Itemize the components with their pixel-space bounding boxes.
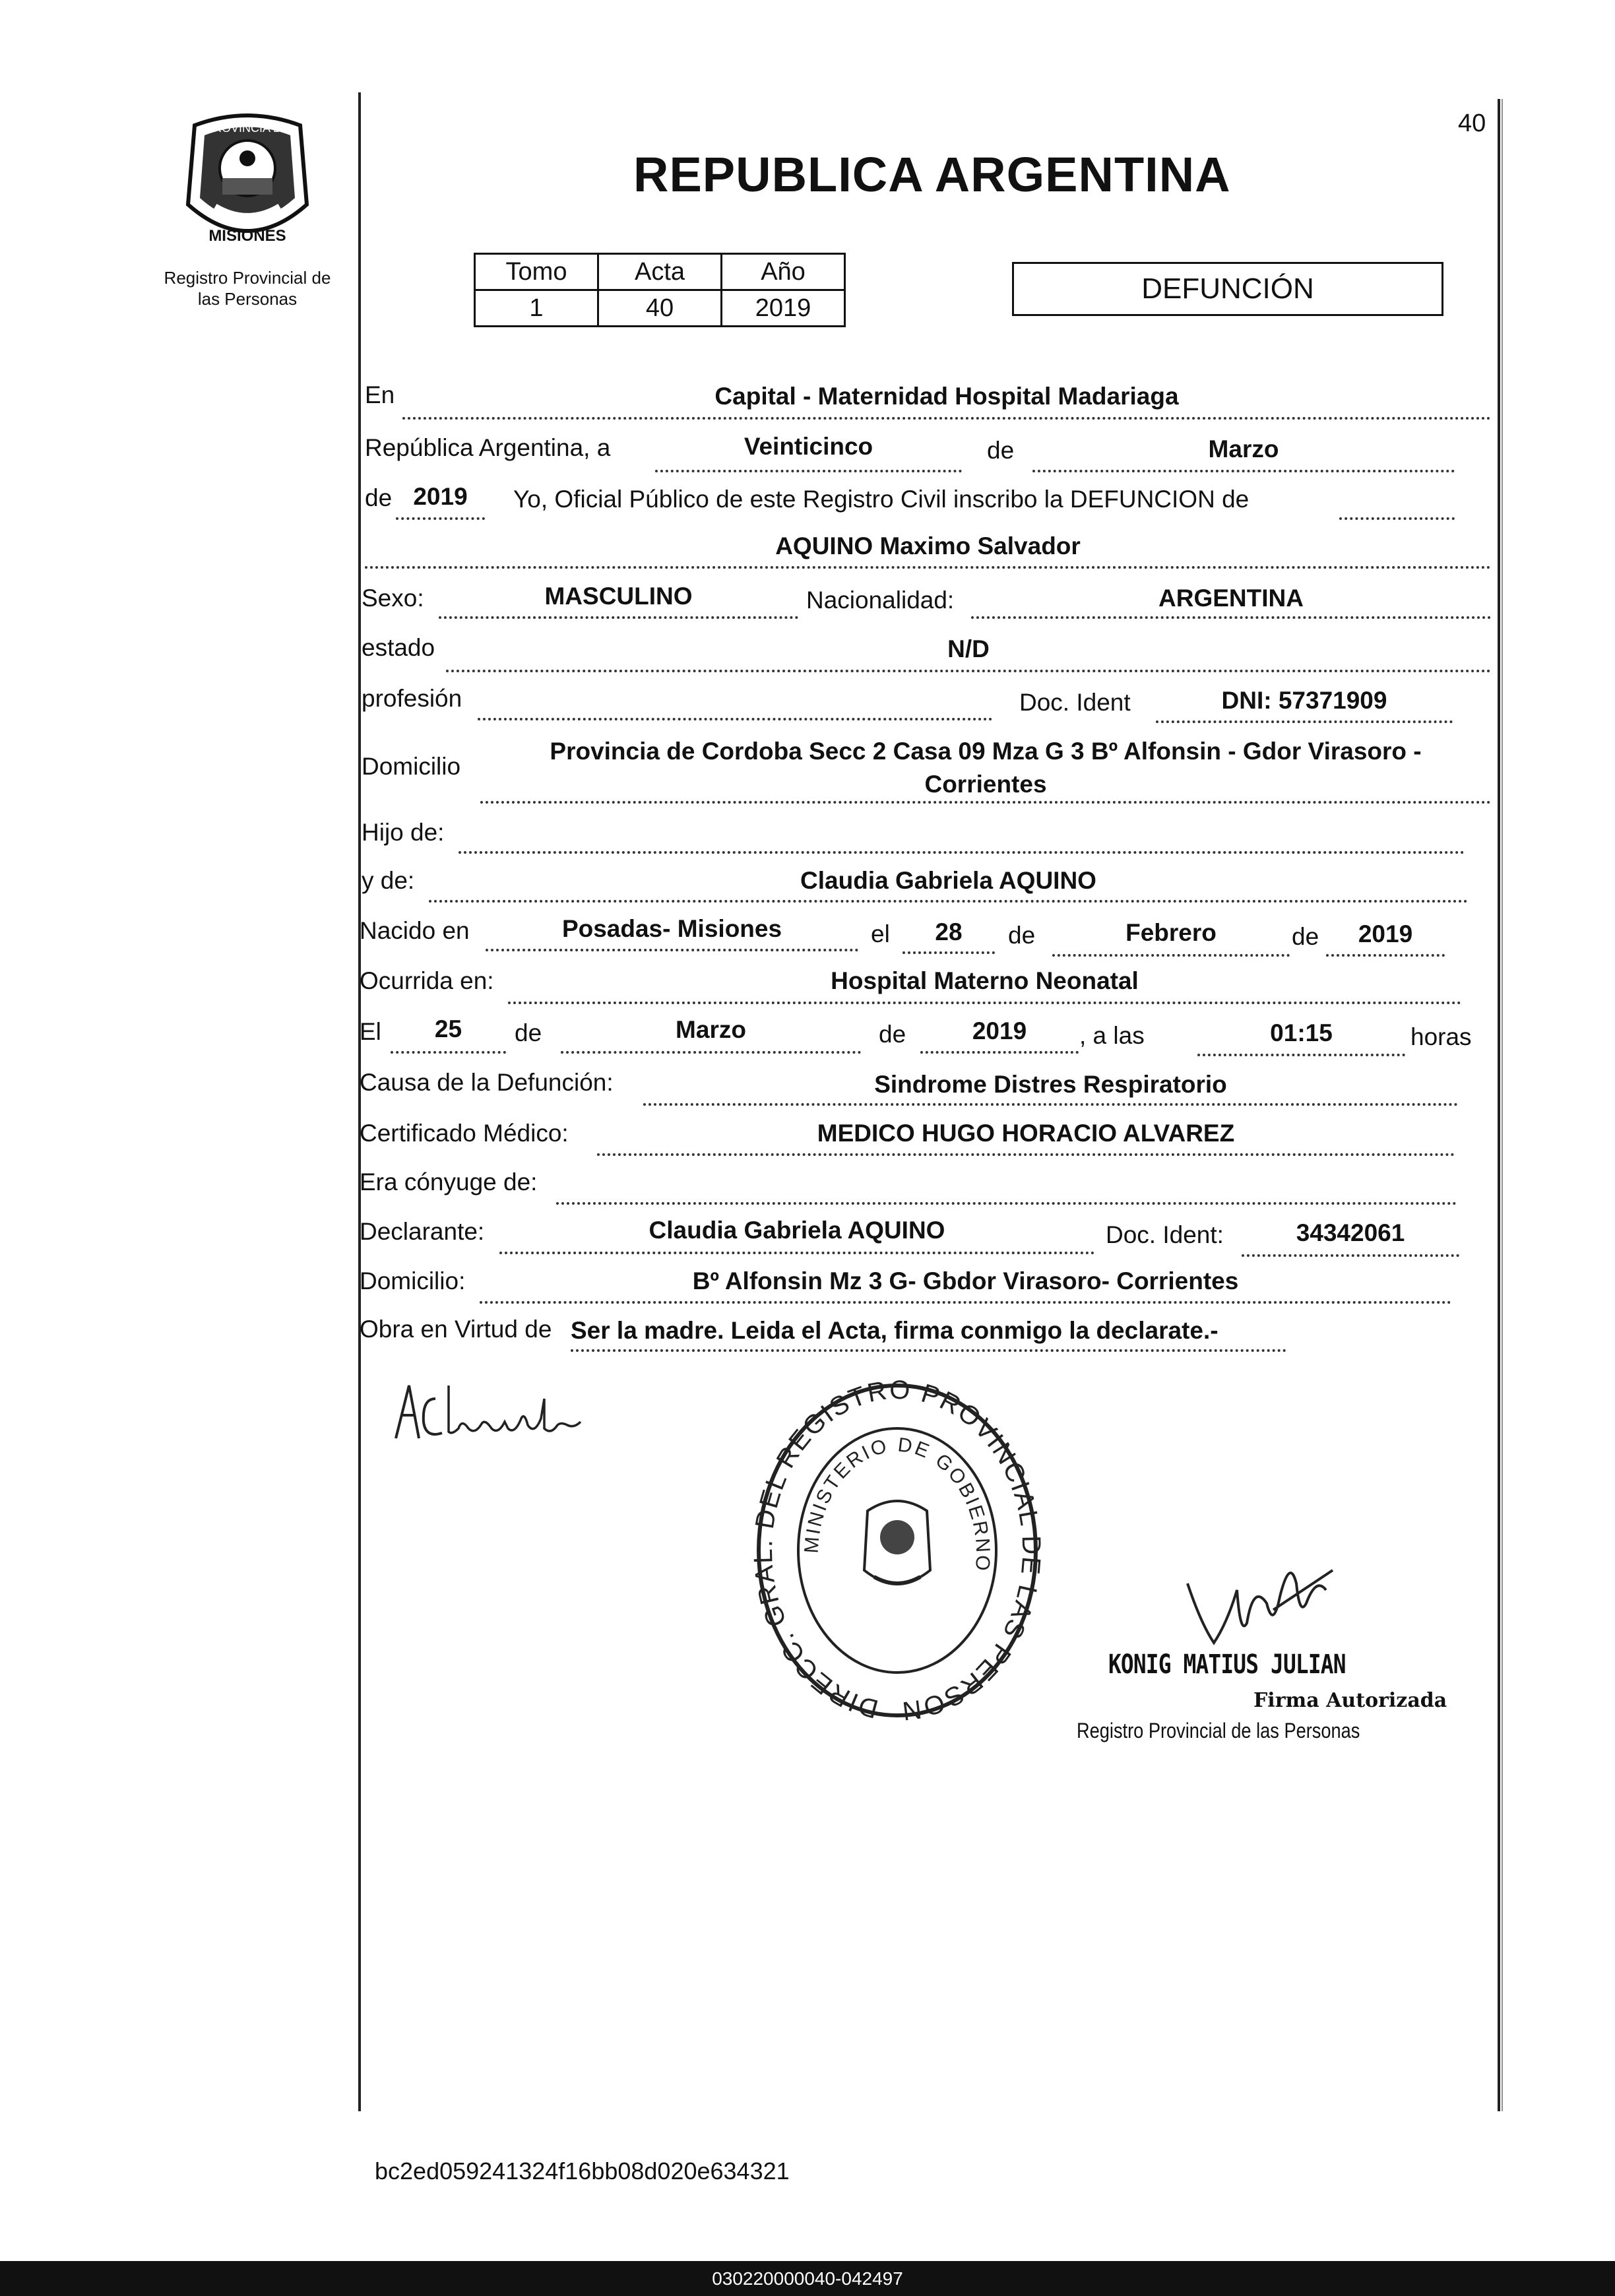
official-seal bbox=[752, 1379, 1042, 1735]
dia-underline bbox=[655, 470, 962, 472]
anio-underline bbox=[396, 517, 485, 520]
footer-code: 030220000040-042497 bbox=[712, 2268, 903, 2289]
estado-underline bbox=[446, 670, 1491, 672]
nacido-en-underline bbox=[486, 949, 858, 951]
document-title: REPUBLICA ARGENTINA bbox=[633, 147, 1231, 202]
def-anio: 2019 bbox=[972, 1017, 1027, 1044]
en-value: Capital - Maternidad Hospital Madariaga bbox=[714, 383, 1179, 410]
causa-label: Causa de la Defunción: bbox=[360, 1069, 614, 1096]
domicilio2-value: Bº Alfonsin Mz 3 G- Gbdor Virasoro- Corrientes bbox=[692, 1267, 1239, 1294]
official-org: Registro Provincial de las Personas bbox=[1077, 1719, 1360, 1742]
a-las-label: , a las bbox=[1079, 1022, 1145, 1049]
nacionalidad-underline bbox=[971, 616, 1491, 619]
tomo-header: Tomo bbox=[475, 254, 598, 290]
de-label-2: de bbox=[365, 484, 393, 511]
conyuge-label: Era cónyuge de: bbox=[360, 1168, 538, 1196]
acta-value: 40 bbox=[598, 290, 722, 327]
certificado-value: MEDICO HUGO HORACIO ALVAREZ bbox=[817, 1120, 1235, 1147]
provincia-misiones-emblem bbox=[175, 106, 320, 251]
seal-outer-text: DIRECC. GRA DEL REGISTRO PROVINCIAL LAS PERSON bbox=[752, 1379, 1042, 1726]
sexo-underline bbox=[439, 616, 798, 619]
right-border-line-2 bbox=[1502, 99, 1503, 2111]
def-mes-underline bbox=[561, 1051, 861, 1054]
dia-value: Veinticinco bbox=[744, 433, 873, 460]
estado-value: N/D bbox=[947, 635, 990, 662]
causa-underline bbox=[643, 1103, 1458, 1106]
emblem-top-text: PROVINCIA DE bbox=[205, 121, 290, 135]
domicilio-value-line2: Corrientes bbox=[924, 771, 1047, 798]
de-label-6: de bbox=[879, 1021, 906, 1048]
doc-ident-value: DNI: 57371909 bbox=[1221, 687, 1387, 714]
mes-value: Marzo bbox=[1208, 435, 1279, 462]
doc-ident-underline bbox=[1156, 720, 1453, 723]
nacido-mes: Febrero bbox=[1125, 919, 1217, 946]
doc-ident2-value: 34342061 bbox=[1296, 1219, 1405, 1246]
nombre-underline bbox=[365, 566, 1491, 569]
y-de-label: y de: bbox=[362, 867, 415, 894]
left-margin-line bbox=[358, 92, 361, 2111]
anio-value: 2019 bbox=[413, 483, 468, 510]
domicilio-underline bbox=[480, 801, 1491, 804]
record-type-box: DEFUNCIÓN bbox=[1012, 262, 1443, 316]
doc-ident-label: Doc. Ident bbox=[1019, 689, 1131, 716]
causa-value: Sindrome Distres Respiratorio bbox=[874, 1071, 1227, 1098]
sexo-value: MASCULINO bbox=[544, 583, 693, 610]
nacionalidad-label: Nacionalidad: bbox=[806, 587, 955, 614]
domicilio-value-line1: Provincia de Cordoba Secc 2 Casa 09 Mza G 3 Bº Alfonsin - Gdor Virasoro - bbox=[550, 738, 1422, 765]
profesion-underline bbox=[478, 718, 992, 720]
def-dia-underline bbox=[391, 1051, 506, 1054]
el-label-2: El bbox=[360, 1018, 381, 1045]
declarante-underline bbox=[499, 1252, 1094, 1254]
y-de-underline bbox=[429, 900, 1468, 903]
def-mes: Marzo bbox=[676, 1016, 746, 1043]
footer-bar bbox=[0, 2261, 1615, 2296]
doc-ident2-underline bbox=[1242, 1254, 1459, 1257]
document-hash: bc2ed059241324f16bb08d020e634321 bbox=[375, 2157, 790, 2184]
hijo-de-underline bbox=[459, 851, 1465, 854]
logo-caption-line2: las Personas bbox=[197, 289, 298, 309]
official-name: KONIG MATIUS JULIAN bbox=[1108, 1649, 1346, 1680]
conyuge-underline bbox=[556, 1202, 1457, 1205]
anio-value: 2019 bbox=[722, 290, 845, 327]
obra-underline bbox=[571, 1349, 1286, 1352]
logo-caption bbox=[139, 267, 356, 309]
nacido-mes-underline bbox=[1052, 954, 1290, 957]
nombre-value: AQUINO Maximo Salvador bbox=[775, 532, 1081, 559]
seal-emblem bbox=[864, 1501, 930, 1583]
domicilio-label: Domicilio bbox=[362, 753, 461, 780]
estado-label: estado bbox=[362, 634, 435, 661]
en-underline bbox=[402, 417, 1491, 420]
profesion-label: profesión bbox=[362, 685, 462, 712]
nacido-dia: 28 bbox=[935, 918, 963, 945]
nacido-en-value: Posadas- Misiones bbox=[561, 915, 782, 942]
de-label-1: de bbox=[987, 437, 1015, 464]
certificado-underline bbox=[597, 1153, 1455, 1156]
nacido-en-label: Nacido en bbox=[360, 917, 470, 944]
logo-caption-line1: Registro Provincial de bbox=[164, 268, 331, 288]
page-number: 40 bbox=[1458, 110, 1486, 137]
def-anio-underline bbox=[920, 1051, 1079, 1054]
domicilio2-underline bbox=[480, 1301, 1451, 1304]
acta-table bbox=[474, 253, 846, 327]
ocurrida-underline bbox=[508, 1002, 1461, 1004]
nacido-anio-underline bbox=[1326, 954, 1445, 957]
de-label-5: de bbox=[515, 1019, 542, 1046]
sexo-label: Sexo: bbox=[362, 585, 424, 612]
def-dia: 25 bbox=[434, 1015, 462, 1042]
seal-inner-text: MINISTERIO DE GOBIERNO bbox=[800, 1434, 994, 1574]
domicilio2-label: Domicilio: bbox=[360, 1267, 466, 1294]
emblem-bottom-text: MISIONES bbox=[208, 227, 286, 245]
y-de-value: Claudia Gabriela AQUINO bbox=[800, 867, 1096, 894]
declarante-value: Claudia Gabriela AQUINO bbox=[649, 1217, 945, 1244]
right-border-line bbox=[1498, 99, 1500, 2111]
en-label: En bbox=[365, 381, 395, 408]
ocurrida-label: Ocurrida en: bbox=[360, 967, 494, 994]
official-role: Firma Autorizada bbox=[1253, 1689, 1447, 1712]
inscribo-text: Yo, Oficial Público de este Registro Civil inscribo la DEFUNCION de bbox=[513, 486, 1250, 513]
certificado-label: Certificado Médico: bbox=[360, 1120, 569, 1147]
nacido-dia-underline bbox=[902, 951, 995, 954]
doc-ident2-label: Doc. Ident: bbox=[1106, 1221, 1224, 1248]
anio-header: Año bbox=[722, 254, 845, 290]
tomo-value: 1 bbox=[475, 290, 598, 327]
el-label: el bbox=[871, 920, 890, 947]
mes-underline bbox=[1032, 470, 1455, 472]
def-hora: 01:15 bbox=[1270, 1019, 1333, 1046]
acta-header: Acta bbox=[598, 254, 722, 290]
horas-label: horas bbox=[1410, 1023, 1472, 1050]
declarant-signature bbox=[383, 1372, 594, 1451]
inscribo-underline bbox=[1339, 517, 1455, 520]
declarante-label: Declarante: bbox=[360, 1218, 485, 1245]
de-label-4: de bbox=[1292, 923, 1319, 950]
obra-value: Ser la madre. Leida el Acta, firma conmigo la declarate.- bbox=[571, 1317, 1219, 1344]
obra-label: Obra en Virtud de bbox=[360, 1316, 552, 1343]
de-label-3: de bbox=[1008, 922, 1036, 949]
nacido-anio: 2019 bbox=[1358, 920, 1413, 947]
hijo-de-label: Hijo de: bbox=[362, 819, 445, 846]
nacionalidad-value: ARGENTINA bbox=[1158, 585, 1304, 612]
ocurrida-value: Hospital Materno Neonatal bbox=[831, 967, 1139, 994]
republica-label: República Argentina, a bbox=[365, 434, 611, 461]
def-hora-underline bbox=[1197, 1054, 1405, 1056]
